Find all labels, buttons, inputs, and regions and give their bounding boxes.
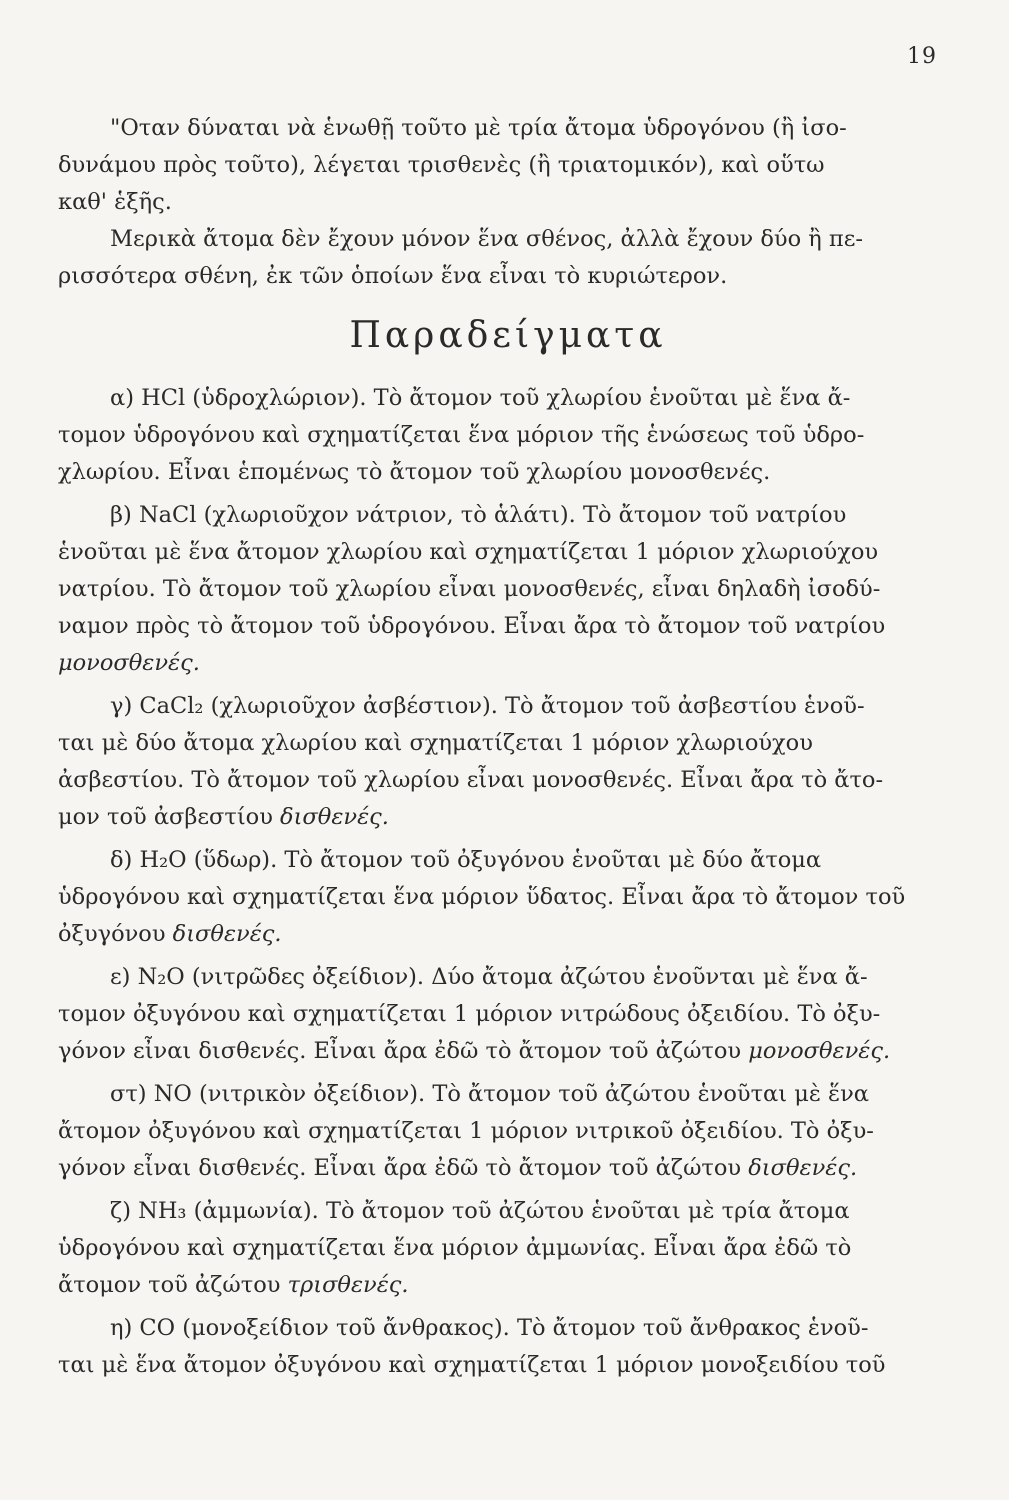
text-line: ρισσότερα σθένη, ἐκ τῶν ὁποίων ἕνα εἶναι τὸ κυριώτερον. — [58, 263, 728, 289]
text-line: Μερικὰ ἄτομα δὲν ἔχουν μόνον ἕνα σθένος, ἀλλὰ ἔχουν δύο ἢ πε- — [110, 226, 863, 252]
example-h-line: η) CO (μονοξείδιον τοῦ ἄνθρακος). Τὸ ἄτομον τοῦ ἄνθρακος ἑνοῦ- — [110, 1315, 869, 1341]
example-a-line: τομον ὑδρογόνου καὶ σχηματίζεται ἕνα μόριον τῆς ἑνώσεως τοῦ ὑδρο- — [58, 422, 865, 448]
example-c-line: γ) CaCl₂ (χλωριοῦχον ἀσβέστιον). Τὸ ἄτομον τοῦ ἀσβεστίου ἑνοῦ- — [110, 693, 865, 719]
example-d-line: ὑδρογόνου καὶ σχηματίζεται ἕνα μόριον ὕδατος. Εἶναι ἄρα τὸ ἄτομον τοῦ — [58, 884, 906, 910]
example-b-line: νατρίου. Τὸ ἄτομον τοῦ χλωρίου εἶναι μονοσθενές, εἶναι δηλαδὴ ἰσοδύ- — [58, 576, 881, 602]
example-f-line: στ) NO (νιτρικὸν ὀξείδιον). Τὸ ἄτομον τοῦ ἀζώτου ἑνοῦται μὲ ἕνα — [110, 1081, 869, 1107]
example-b-line — [58, 645, 958, 682]
example-g-line: ὑδρογόνου καὶ σχηματίζεται ἕνα μόριον ἀμμωνίας. Εἶναι ἄρα ἐδῶ τὸ — [58, 1235, 852, 1261]
example-f-line — [58, 1150, 958, 1187]
example-c-line: ἀσβεστίου. Τὸ ἄτομον τοῦ χλωρίου εἶναι μονοσθενές. Εἶναι ἄρα τὸ ἄτο- — [58, 767, 884, 793]
example-c-line — [58, 799, 958, 836]
example-g-line: ζ) NH₃ (ἀμμωνία). Τὸ ἄτομον τοῦ ἀζώτου ἑνοῦται μὲ τρία ἄτομα — [110, 1198, 850, 1224]
example-h-line: ται μὲ ἕνα ἄτομον ὀξυγόνου καὶ σχηματίζεται 1 μόριον μονοξειδίου τοῦ — [58, 1352, 886, 1378]
text-line: καθ' ἑξῆς. — [58, 189, 172, 215]
example-e-line: ε) N₂O (νιτρῶδες ὀξείδιον). Δύο ἄτομα ἀζώτου ἑνοῦνται μὲ ἕνα ἄ- — [110, 964, 868, 990]
emphasis: δισθενές. — [748, 1155, 858, 1181]
example-g-line — [58, 1267, 958, 1304]
text-run: ἄτομον τοῦ ἀζώτου — [58, 1272, 288, 1298]
text-run: γόνον εἶναι δισθενές. Εἶναι ἄρα ἐδῶ τὸ ἄτομον τοῦ ἀζώτου — [58, 1155, 749, 1181]
text-line: "Οταν δύναται νὰ ἑνωθῇ τοῦτο μὲ τρία ἄτομα ὑδρογόνου (ἢ ἰσο- — [110, 115, 847, 141]
text-run: γόνον εἶναι δισθενές. Εἶναι ἄρα ἐδῶ τὸ ἄτομον τοῦ ἀζώτου — [58, 1038, 749, 1064]
section-heading: Παραδείγματα — [349, 315, 667, 356]
emphasis: τρισθενές. — [287, 1272, 409, 1298]
example-c-line: ται μὲ δύο ἄτομα χλωρίου καὶ σχηματίζεται 1 μόριον χλωριούχου — [58, 730, 813, 756]
example-d-line — [58, 916, 958, 953]
text-run: μον τοῦ ἀσβεστίου — [58, 804, 281, 830]
page-number: 19 — [907, 44, 937, 69]
text-line: δυνάμου πρὸς τοῦτο), λέγεται τρισθενὲς (ἢ τριατομικόν), καὶ οὕτω — [58, 152, 825, 178]
example-b-line: β) NaCl (χλωριοῦχον νάτριον, τὸ ἁλάτι). Τὸ ἄτομον τοῦ νατρίου — [110, 502, 847, 528]
example-e-line: τομον ὀξυγόνου καὶ σχηματίζεται 1 μόριον νιτρώδους ὀξειδίου. Τὸ ὀξυ- — [58, 1001, 881, 1027]
example-d-line: δ) H₂O (ὕδωρ). Τὸ ἄτομον τοῦ ὀξυγόνου ἑνοῦται μὲ δύο ἄτομα — [110, 847, 822, 873]
example-f-line: ἄτομον ὀξυγόνου καὶ σχηματίζεται 1 μόριον νιτρικοῦ ὀξειδίου. Τὸ ὀξυ- — [58, 1118, 874, 1144]
example-a-line: χλωρίου. Εἶναι ἑπομένως τὸ ἄτομον τοῦ χλωρίου μονοσθενές. — [58, 459, 771, 485]
emphasis: δισθενές. — [172, 921, 282, 947]
page-body — [58, 110, 958, 1384]
example-b-line: ἑνοῦται μὲ ἕνα ἄτομον χλωρίου καὶ σχηματίζεται 1 μόριον χλωριούχου — [58, 539, 879, 565]
emphasis: μονοσθενές. — [748, 1038, 891, 1064]
example-e-line — [58, 1033, 958, 1070]
emphasis: μονοσθενές. — [58, 650, 200, 676]
example-a-line: α) HCl (ὑδροχλώριον). Τὸ ἄτομον τοῦ χλωρίου ἑνοῦται μὲ ἕνα ἄ- — [110, 385, 851, 411]
emphasis: δισθενές. — [280, 804, 389, 830]
text-run: ὀξυγόνου — [58, 921, 173, 947]
example-b-line: ναμον πρὸς τὸ ἄτομον τοῦ ὑδρογόνου. Εἶναι ἄρα τὸ ἄτομον τοῦ νατρίου — [58, 613, 886, 639]
